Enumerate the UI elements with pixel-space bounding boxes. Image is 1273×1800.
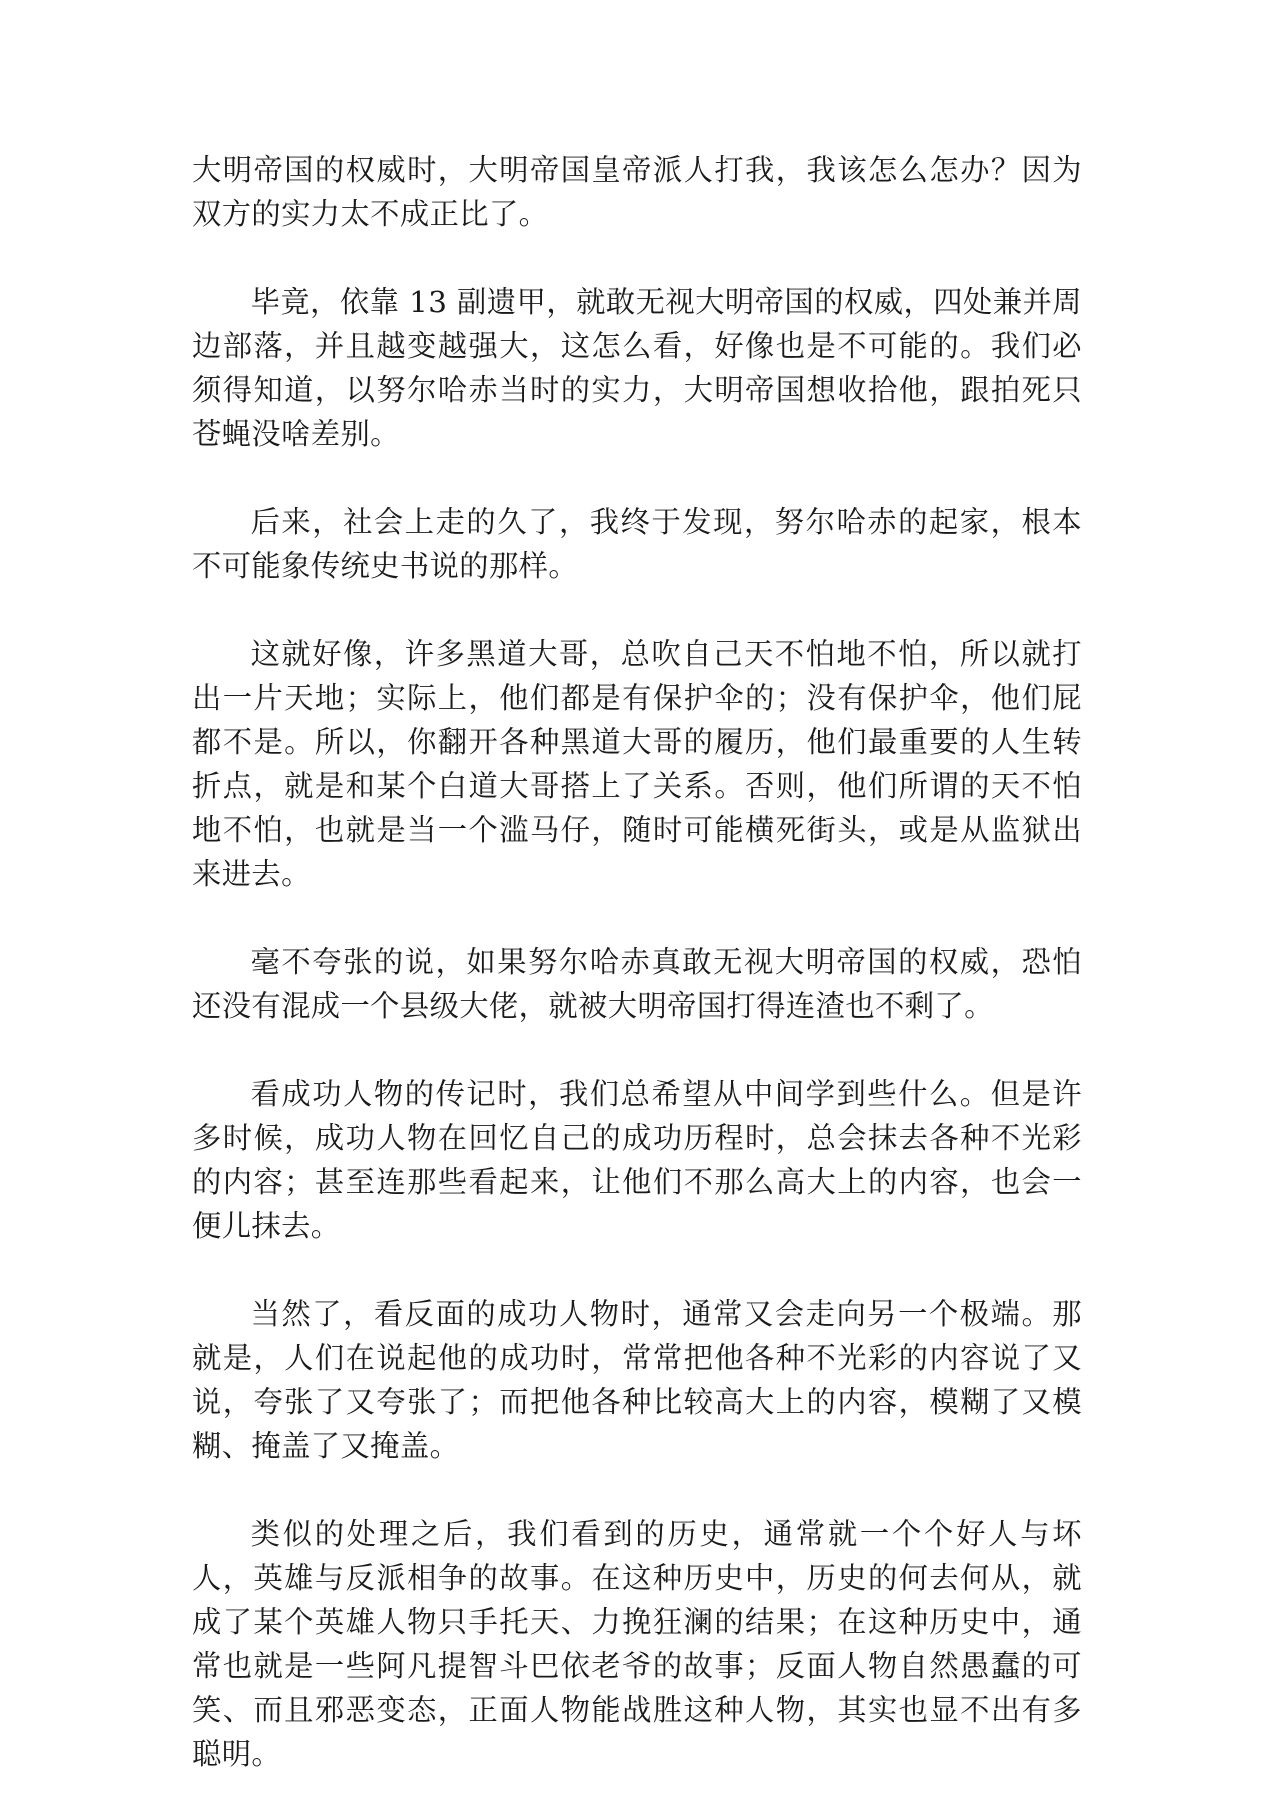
paragraph: 毫不夸张的说，如果努尔哈赤真敢无视大明帝国的权威，恐怕还没有混成一个县级大佬，就被大明帝国打得连渣也不剩了。 (192, 945, 1082, 1023)
paragraph: 这就好像，许多黑道大哥，总吹自己天不怕地不怕，所以就打出一片天地；实际上，他们都是有保护伞的；没有保护伞，他们屁都不是。所以，你翻开各种黑道大哥的履历，他们最重要的人生转折点，就是和某个白道大哥搭上了关系。否则，他们所谓的天不怕地不怕，也就是当一个滥马仔，随时可能横死街头，或是从监狱出来进去。 (192, 637, 1082, 891)
body-text (192, 148, 1082, 1776)
paragraph: 毕竟，依靠 13 副遗甲，就敢无视大明帝国的权威，四处兼并周边部落，并且越变越强大，这怎么看，好像也是不可能的。我们必须得知道，以努尔哈赤当时的实力，大明帝国想收拾他，跟拍死只苍蝇没啥差别。 (192, 285, 1082, 451)
paragraph: 后来，社会上走的久了，我终于发现，努尔哈赤的起家，根本不可能象传统史书说的那样。 (192, 505, 1082, 583)
paragraph: 类似的处理之后，我们看到的历史，通常就一个个好人与坏人，英雄与反派相争的故事。在这种历史中，历史的何去何从，就成了某个英雄人物只手托天、力挽狂澜的结果；在这种历史中，通常也就是一些阿凡提智斗巴依老爷的故事；反面人物自然愚蠢的可笑、而且邪恶变态，正面人物能战胜这种人物，其实也显不出有多聪明。 (192, 1517, 1082, 1771)
paragraph: 当然了，看反面的成功人物时，通常又会走向另一个极端。那就是，人们在说起他的成功时，常常把他各种不光彩的内容说了又说，夸张了又夸张了；而把他各种比较高大上的内容，模糊了又模糊、掩盖了又掩盖。 (192, 1297, 1082, 1463)
paragraph: 看成功人物的传记时，我们总希望从中间学到些什么。但是许多时候，成功人物在回忆自己的成功历程时，总会抹去各种不光彩的内容；甚至连那些看起来，让他们不那么高大上的内容，也会一便儿抹去。 (192, 1077, 1082, 1243)
paragraph-continuation: 大明帝国的权威时，大明帝国皇帝派人打我，我该怎么怎办？因为双方的实力太不成正比了。 (192, 153, 1082, 231)
